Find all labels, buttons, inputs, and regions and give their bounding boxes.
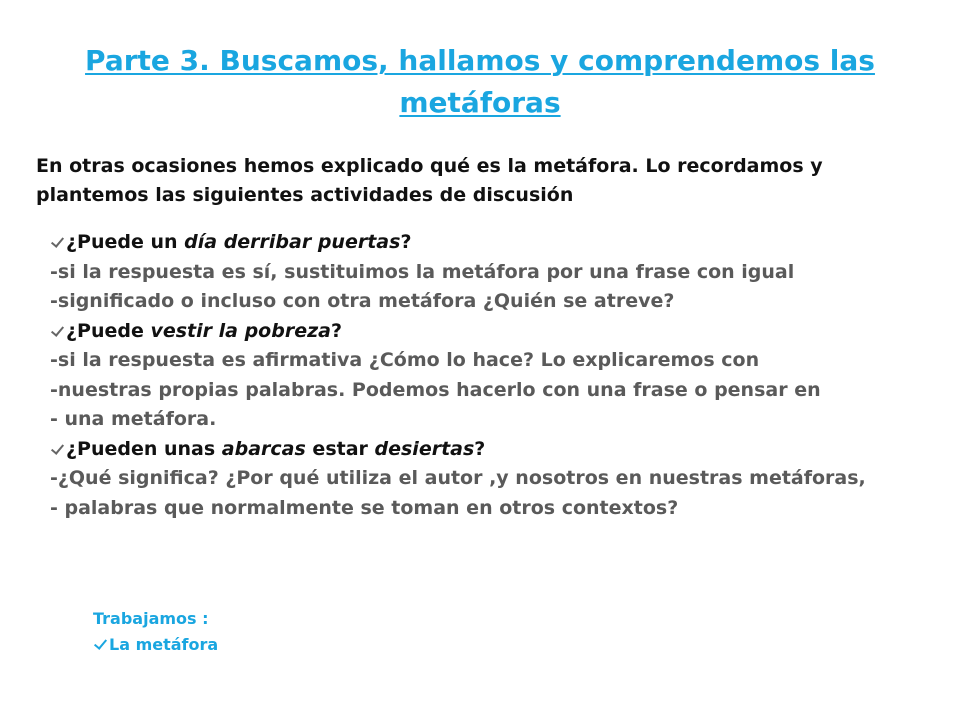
question-2: ¿Puede vestir la pobreza? xyxy=(50,317,930,347)
intro-paragraph xyxy=(36,152,916,210)
list-line: -¿Qué significa? ¿Por qué utiliza el autor ,y nosotros en nuestras metáforas, xyxy=(50,467,866,489)
list-line: - palabras que normalmente se toman en otros contextos? xyxy=(50,496,679,519)
list-line: -significado o incluso con otra metáfora ¿Quién se atreve? xyxy=(50,290,675,312)
title-line-1: Parte 3. Buscamos, hallamos y comprendemos las xyxy=(85,44,875,77)
intro-line-2: plantemos las siguientes actividades de discusión xyxy=(36,184,574,206)
slide-title xyxy=(40,40,920,124)
topics-item: La metáfora xyxy=(93,632,218,658)
list-line: -si la respuesta es afirmativa ¿Cómo lo hace? Lo explicaremos con xyxy=(50,349,760,371)
checkmark-icon xyxy=(50,442,64,456)
checkmark-icon xyxy=(50,324,64,338)
topics-box xyxy=(93,606,218,658)
question-1: ¿Puede un día derribar puertas? xyxy=(50,228,930,258)
question-3: ¿Pueden unas abarcas estar desiertas? xyxy=(50,435,930,465)
checkmark-icon xyxy=(50,235,64,249)
checkmark-icon xyxy=(93,637,107,651)
list-line: -si la respuesta es sí, sustituimos la metáfora por una frase con igual xyxy=(50,260,795,283)
topics-heading: Trabajamos : xyxy=(93,609,209,628)
list-line: - una metáfora. xyxy=(50,408,217,430)
list-line: -nuestras propias palabras. Podemos hacerlo con una frase o pensar en xyxy=(50,378,821,401)
activity-list xyxy=(50,228,930,523)
title-line-2: metáforas xyxy=(399,86,561,119)
intro-line-1: En otras ocasiones hemos explicado qué es la metáfora. Lo recordamos y xyxy=(36,155,823,177)
